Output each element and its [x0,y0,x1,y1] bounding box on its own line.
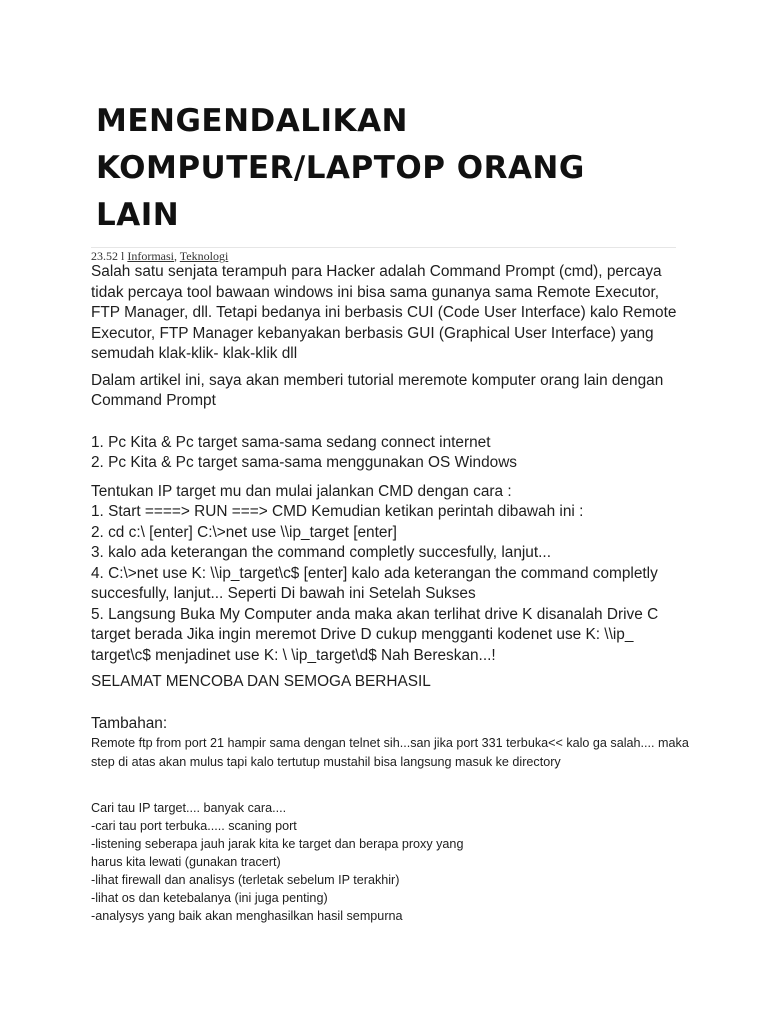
intro-paragraph: Salah satu senjata terampuh para Hacker adalah Command Prompt (cmd), percaya tidak percaya tool bawaan windows ini bisa sama gunanya sama Remote Executor, FTP Manager, dll. Tetapi bedanya ini berbasis CUI (Code User Interface) kalo Remote Executor, FTP Manager kebanyakan berbasis GUI (Graphical User Interface) yang semudah klak-klik- klak-klik dll [91,263,677,362]
post-time: 23.52 [91,249,118,263]
requirement-item: 2. Pc Kita & Pc target sama-sama menggunakan OS Windows [91,454,518,471]
category-link-informasi[interactable]: Informasi [127,249,174,263]
step-item: 5. Langsung Buka My Computer anda maka akan terlihat drive K disanalah Drive C target berada Jika ingin meremot Drive D cukup mengganti kodenet use K: \\ip_ target\c$ menjadinet use K: \ \ip_target\d$ Nah Bereskan...! [91,605,659,664]
article-title [96,98,696,239]
category-link-teknologi[interactable]: Teknologi [179,249,229,263]
title-line: KOMPUTER/LAPTOP ORANG [96,150,585,186]
step-item: 4. C:\>net use K: \\ip_target\c$ [enter] kalo ada keterangan the command completly succesfully, lanjut... Seperti Di bawah ini Setelah Sukses [91,564,658,602]
intro-paragraph-2: Dalam artikel ini, saya akan memberi tutorial meremote komputer orang lain dengan Command Prompt [91,371,664,409]
article-body [91,262,691,925]
extra-text: Remote ftp from port 21 hampir sama dengan telnet sih...san jika port 331 terbuka<< kalo ga salah.... maka step di atas akan mulus tapi kalo tertutup mustahil bisa langsung masuk ke directory [91,736,689,769]
steps-intro: Tentukan IP target mu dan mulai jalankan CMD dengan cara : [91,482,512,500]
note-line: -listening seberapa jauh jarak kita ke target dan berapa proxy yang [91,837,464,851]
step-item: 3. kalo ada keterangan the command completly succesfully, lanjut... [91,544,551,561]
meta-separator: l [121,249,125,263]
note-line: -lihat firewall dan analisys (terletak sebelum IP terakhir) [91,873,400,887]
note-line: -analysys yang baik akan menghasilkan hasil sempurna [91,909,403,923]
step-item: 1. Start ====> RUN ===> CMD Kemudian ketikan perintah dibawah ini : [91,503,584,520]
note-line: -cari tau port terbuka..... scaning port [91,819,297,833]
title-line: LAIN [96,197,180,233]
extra-heading: Tambahan: [91,714,168,732]
note-line: harus kita lewati (gunakan tracert) [91,855,281,869]
requirement-item: 1. Pc Kita & Pc target sama-sama sedang connect internet [91,433,491,451]
step-item: 2. cd c:\ [enter] C:\>net use \\ip_target [enter] [91,523,397,541]
category-comma: , [174,249,177,263]
title-line: MENGENDALIKAN [96,103,409,139]
note-line: -lihat os dan ketebalanya (ini juga penting) [91,891,328,905]
closing-text: SELAMAT MENCOBA DAN SEMOGA BERHASIL [91,673,431,690]
note-line: Cari tau IP target.... banyak cara.... [91,801,287,815]
